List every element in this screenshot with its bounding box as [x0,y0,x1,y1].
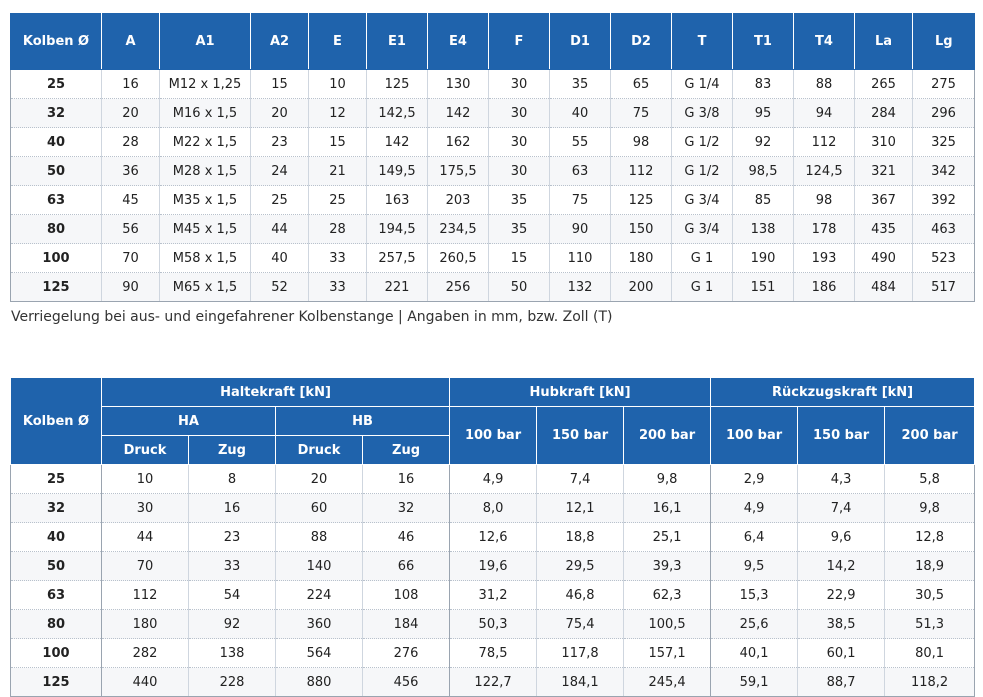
header-cell: A2 [251,13,309,70]
table-cell: 24 [251,157,309,186]
table-cell: 98,5 [733,157,794,186]
table-cell: G 3/8 [672,99,733,128]
table-cell: 40,1 [711,639,798,668]
table-cell: 70 [102,552,189,581]
table-cell: 60 [276,494,363,523]
table-cell: 9,8 [885,494,975,523]
table-cell: 80,1 [885,639,975,668]
table-cell: 234,5 [428,215,489,244]
table-cell: 282 [102,639,189,668]
table-cell: 275 [913,70,975,99]
table-cell: 88,7 [798,668,885,697]
header-cell: E4 [428,13,489,70]
table-note: Verriegelung bei aus- und eingefahrener Kolbenstange | Angaben in mm, bzw. Zoll (T) [11,309,613,325]
header-cell: A [102,13,160,70]
table-row [11,639,975,668]
table-cell: 46 [363,523,450,552]
header-rueck-150: 150 bar [798,407,885,465]
table-cell: 342 [913,157,975,186]
table-cell: 112 [794,128,855,157]
table-cell: 20 [251,99,309,128]
table-cell: 30 [489,99,550,128]
table-cell: 30 [489,70,550,99]
table-cell: 151 [733,273,794,302]
table-row [11,157,975,186]
table-cell: 95 [733,99,794,128]
table-cell: 392 [913,186,975,215]
row-header-cell: 80 [11,610,102,639]
table-cell: 138 [189,639,276,668]
table-cell: 12,1 [537,494,624,523]
header-hb-druck: Druck [276,436,363,465]
table-cell: 310 [855,128,913,157]
table-cell: 124,5 [794,157,855,186]
header-cell: E1 [367,13,428,70]
table-cell: 15 [489,244,550,273]
table-cell: 12,8 [885,523,975,552]
table-cell: 523 [913,244,975,273]
table-cell: 284 [855,99,913,128]
table-cell: M45 x 1,5 [160,215,251,244]
header-cell: T4 [794,13,855,70]
header-group-haltekraft: Haltekraft [kN] [102,378,450,407]
table-cell: 21 [309,157,367,186]
row-header-cell: 40 [11,523,102,552]
table-cell: 12 [309,99,367,128]
table-row [11,610,975,639]
table-cell: 142 [367,128,428,157]
table-cell: 28 [309,215,367,244]
table-cell: 245,4 [624,668,711,697]
table-cell: 193 [794,244,855,273]
forces-header-row-2 [11,407,975,436]
header-cell: Lg [913,13,975,70]
row-header-cell: 32 [11,494,102,523]
table-cell: 190 [733,244,794,273]
table-cell: 30 [102,494,189,523]
table-cell: M22 x 1,5 [160,128,251,157]
header-cell: D2 [611,13,672,70]
table-cell: 23 [251,128,309,157]
table-cell: 221 [367,273,428,302]
header-sub-ha: HA [102,407,276,436]
forces-header-row-1 [11,378,975,407]
table-cell: 25 [309,186,367,215]
table-cell: M35 x 1,5 [160,186,251,215]
table-cell: 59,1 [711,668,798,697]
table-cell: 142,5 [367,99,428,128]
table-cell: 23 [189,523,276,552]
table-cell: 78,5 [450,639,537,668]
table-cell: 15 [309,128,367,157]
table-cell: 880 [276,668,363,697]
table-cell: M58 x 1,5 [160,244,251,273]
table-cell: 38,5 [798,610,885,639]
table-cell: 130 [428,70,489,99]
table-cell: 54 [189,581,276,610]
table-cell: M65 x 1,5 [160,273,251,302]
table-row [11,523,975,552]
table-cell: 88 [794,70,855,99]
table-row [11,668,975,697]
table-cell: 35 [550,70,611,99]
table-cell: 564 [276,639,363,668]
table-cell: 83 [733,70,794,99]
table-cell: 162 [428,128,489,157]
header-cell: D1 [550,13,611,70]
table-cell: M12 x 1,25 [160,70,251,99]
table-cell: 224 [276,581,363,610]
table-cell: 9,6 [798,523,885,552]
header-cell: La [855,13,913,70]
table-cell: 33 [309,273,367,302]
table-cell: 46,8 [537,581,624,610]
table-cell: 10 [309,70,367,99]
table-row [11,552,975,581]
header-group-hubkraft: Hubkraft [kN] [450,378,711,407]
table-cell: 4,9 [711,494,798,523]
header-cell: Kolben Ø [11,13,102,70]
table-cell: 8,0 [450,494,537,523]
table-cell: 19,6 [450,552,537,581]
header-corner: Kolben Ø [11,378,102,465]
table-cell: 16,1 [624,494,711,523]
table-cell: 16 [363,465,450,494]
table-cell: 228 [189,668,276,697]
table-row [11,273,975,302]
dimensions-table-body [11,70,975,302]
table-cell: 186 [794,273,855,302]
row-header-cell: 25 [11,70,102,99]
table-cell: 118,2 [885,668,975,697]
table-cell: 490 [855,244,913,273]
table-cell: 55 [550,128,611,157]
table-cell: 33 [309,244,367,273]
table-cell: G 1 [672,244,733,273]
table-cell: 15,3 [711,581,798,610]
table-cell: 65 [611,70,672,99]
table-cell: 367 [855,186,913,215]
table-row [11,244,975,273]
table-cell: 140 [276,552,363,581]
table-cell: 90 [550,215,611,244]
header-sub-hb: HB [276,407,450,436]
table-cell: 20 [102,99,160,128]
table-cell: 56 [102,215,160,244]
table-cell: 31,2 [450,581,537,610]
table-cell: 10 [102,465,189,494]
table-cell: 463 [913,215,975,244]
table-cell: 265 [855,70,913,99]
table-cell: G 1 [672,273,733,302]
header-hub-100: 100 bar [450,407,537,465]
table-cell: 178 [794,215,855,244]
table-cell: 18,9 [885,552,975,581]
table-cell: 25,1 [624,523,711,552]
table-cell: 29,5 [537,552,624,581]
table-cell: 52 [251,273,309,302]
table-cell: 484 [855,273,913,302]
table-cell: 94 [794,99,855,128]
header-group-rueckzugskraft: Rückzugskraft [kN] [711,378,975,407]
table-cell: 39,3 [624,552,711,581]
row-header-cell: 63 [11,186,102,215]
table-cell: 256 [428,273,489,302]
row-header-cell: 125 [11,668,102,697]
table-cell: 88 [276,523,363,552]
table-cell: G 1/2 [672,157,733,186]
table-cell: 75 [611,99,672,128]
table-cell: 122,7 [450,668,537,697]
table-cell: 296 [913,99,975,128]
table-cell: 75 [550,186,611,215]
table-cell: 435 [855,215,913,244]
table-cell: 16 [102,70,160,99]
row-header-cell: 80 [11,215,102,244]
table-cell: 260,5 [428,244,489,273]
table-cell: 100,5 [624,610,711,639]
table-row [11,465,975,494]
table-cell: 28 [102,128,160,157]
table-cell: 40 [251,244,309,273]
table-cell: 44 [102,523,189,552]
table-cell: M28 x 1,5 [160,157,251,186]
table-cell: 30,5 [885,581,975,610]
table-cell: 4,3 [798,465,885,494]
table-row [11,186,975,215]
table-cell: 110 [550,244,611,273]
table-cell: 125 [611,186,672,215]
table-cell: G 1/2 [672,128,733,157]
header-hb-zug: Zug [363,436,450,465]
table-cell: 98 [794,186,855,215]
forces-table-body [11,465,975,697]
row-header-cell: 32 [11,99,102,128]
header-hub-200: 200 bar [624,407,711,465]
table-cell: 132 [550,273,611,302]
table-cell: 66 [363,552,450,581]
table-cell: 150 [611,215,672,244]
table-cell: 108 [363,581,450,610]
table-cell: 22,9 [798,581,885,610]
row-header-cell: 40 [11,128,102,157]
table-row [11,99,975,128]
header-cell: T [672,13,733,70]
header-cell: T1 [733,13,794,70]
row-header-cell: 125 [11,273,102,302]
row-header-cell: 50 [11,157,102,186]
row-header-cell: 100 [11,244,102,273]
table-cell: 4,9 [450,465,537,494]
forces-table [10,377,975,697]
table-cell: 440 [102,668,189,697]
table-cell: 157,1 [624,639,711,668]
table-cell: 90 [102,273,160,302]
table-cell: G 3/4 [672,215,733,244]
table-cell: 40 [550,99,611,128]
table-cell: 203 [428,186,489,215]
table-row [11,581,975,610]
table-cell: 9,5 [711,552,798,581]
dimensions-header-row [11,13,975,70]
table-cell: 112 [611,157,672,186]
table-cell: 257,5 [367,244,428,273]
table-cell: 15 [251,70,309,99]
table-cell: 20 [276,465,363,494]
table-cell: 456 [363,668,450,697]
table-cell: 30 [489,157,550,186]
table-cell: 163 [367,186,428,215]
row-header-cell: 100 [11,639,102,668]
table-cell: 6,4 [711,523,798,552]
table-cell: 25,6 [711,610,798,639]
table-cell: 2,9 [711,465,798,494]
table-cell: 32 [363,494,450,523]
header-rueck-200: 200 bar [885,407,975,465]
table-cell: 184,1 [537,668,624,697]
table-cell: 98 [611,128,672,157]
table-cell: G 1/4 [672,70,733,99]
table-cell: 7,4 [537,465,624,494]
table-cell: 92 [733,128,794,157]
table-cell: 45 [102,186,160,215]
table-cell: 62,3 [624,581,711,610]
dimensions-table [10,13,975,302]
header-cell: A1 [160,13,251,70]
table-cell: 16 [189,494,276,523]
table-cell: 70 [102,244,160,273]
table-cell: 175,5 [428,157,489,186]
table-cell: 35 [489,186,550,215]
table-cell: 18,8 [537,523,624,552]
header-cell: E [309,13,367,70]
table-cell: 8 [189,465,276,494]
table-cell: 25 [251,186,309,215]
table-cell: 36 [102,157,160,186]
header-ha-zug: Zug [189,436,276,465]
table-cell: 321 [855,157,913,186]
table-cell: 194,5 [367,215,428,244]
table-row [11,215,975,244]
table-cell: 184 [363,610,450,639]
table-cell: M16 x 1,5 [160,99,251,128]
table-cell: 5,8 [885,465,975,494]
table-row [11,70,975,99]
table-cell: 50,3 [450,610,537,639]
table-cell: 12,6 [450,523,537,552]
table-cell: 14,2 [798,552,885,581]
table-cell: 142 [428,99,489,128]
table-cell: 138 [733,215,794,244]
table-cell: 180 [102,610,189,639]
table-cell: 63 [550,157,611,186]
header-hub-150: 150 bar [537,407,624,465]
table-cell: 33 [189,552,276,581]
table-cell: 360 [276,610,363,639]
table-cell: 149,5 [367,157,428,186]
table-cell: 276 [363,639,450,668]
table-cell: 325 [913,128,975,157]
row-header-cell: 63 [11,581,102,610]
table-cell: 75,4 [537,610,624,639]
row-header-cell: 25 [11,465,102,494]
table-cell: 44 [251,215,309,244]
table-cell: 517 [913,273,975,302]
table-cell: 200 [611,273,672,302]
table-row [11,494,975,523]
table-cell: 9,8 [624,465,711,494]
table-cell: 30 [489,128,550,157]
header-ha-druck: Druck [102,436,189,465]
table-row [11,128,975,157]
header-rueck-100: 100 bar [711,407,798,465]
table-cell: 180 [611,244,672,273]
table-cell: 50 [489,273,550,302]
table-cell: 92 [189,610,276,639]
table-cell: 35 [489,215,550,244]
table-cell: 51,3 [885,610,975,639]
table-cell: 117,8 [537,639,624,668]
table-cell: 7,4 [798,494,885,523]
table-cell: 85 [733,186,794,215]
table-cell: 112 [102,581,189,610]
header-cell: F [489,13,550,70]
table-cell: 60,1 [798,639,885,668]
table-cell: G 3/4 [672,186,733,215]
row-header-cell: 50 [11,552,102,581]
table-cell: 125 [367,70,428,99]
